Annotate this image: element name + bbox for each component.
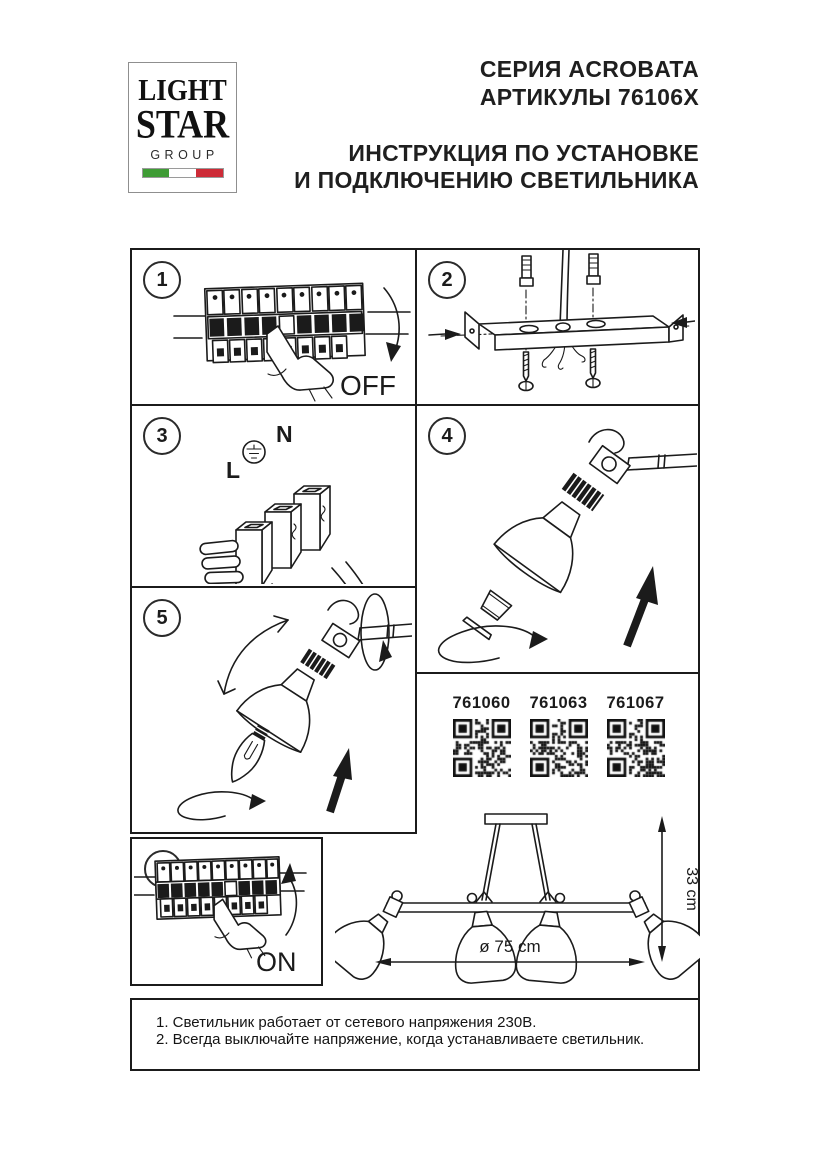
- screw-left: [519, 352, 533, 391]
- qr-code-image: [453, 719, 511, 777]
- chandelier-dimension-drawing: [335, 810, 700, 998]
- mount-loop: [556, 894, 565, 903]
- qr-cell: [443, 694, 520, 782]
- terminal-blocks: [200, 486, 382, 584]
- step-2-panel: [415, 248, 698, 404]
- shade-ring: [479, 590, 512, 621]
- live-label: L: [226, 457, 241, 483]
- on-label: ON: [256, 947, 297, 977]
- pivot-bracket: [590, 446, 630, 484]
- step-1-panel: [130, 248, 415, 404]
- logo-word-group: GROUP: [150, 148, 219, 162]
- hook-loop: [328, 600, 358, 624]
- step-6-panel: [130, 837, 323, 986]
- instruction-title-1: ИНСТРУКЦИЯ ПО УСТАНОВКЕ: [348, 140, 699, 166]
- step-3-number: 3: [143, 417, 181, 455]
- mounting-bracket: [465, 312, 683, 350]
- flag-red-segment: [196, 169, 223, 177]
- breaker-top-modules: [207, 285, 362, 314]
- note-line-1: 1. Светильник работает от сетевого напряжения 230В.: [156, 1014, 537, 1031]
- upward-arrow: [330, 748, 352, 812]
- mount-loop: [468, 894, 477, 903]
- cross-bar: [387, 903, 645, 912]
- qr-code-image: [607, 719, 665, 777]
- shade-assembly-illustration: [417, 406, 697, 670]
- flag-green-segment: [143, 169, 170, 177]
- qr-cell: [520, 694, 597, 782]
- ceiling-wires: [542, 250, 585, 369]
- breaker-on-illustration: [134, 843, 319, 983]
- tilt-double-arrow: [218, 616, 288, 694]
- suspension-rods: [476, 824, 556, 902]
- step-5-panel: [130, 586, 415, 832]
- bracket-mounting-illustration: [421, 250, 695, 402]
- italian-flag-bar: [143, 169, 223, 177]
- article-code-label: 761063: [529, 694, 588, 712]
- wire-ends: [200, 540, 244, 584]
- earth-symbol-icon: [243, 441, 265, 463]
- article-code-label: 761060: [452, 694, 511, 712]
- step-4-panel: [415, 404, 698, 672]
- upward-arrow: [627, 566, 658, 646]
- instruction-title-2: И ПОДКЛЮЧЕНИЮ СВЕТИЛЬНИКА: [294, 167, 699, 193]
- step-1-number: 1: [143, 261, 181, 299]
- candle-bulb: [223, 722, 274, 788]
- lightstar-logo: [128, 62, 237, 193]
- terminal-wiring-illustration: [136, 406, 412, 584]
- series-title: СЕРИЯ ACROBATA: [479, 56, 699, 82]
- width-dimension: [375, 937, 645, 966]
- chandelier-diagram: [335, 810, 700, 998]
- wall-anchor-left: [520, 256, 533, 286]
- height-dimension-label: 33 cm: [683, 867, 700, 911]
- neutral-label: N: [276, 421, 293, 447]
- logo-word-light: LIGHT: [138, 73, 227, 107]
- breaker-off-illustration: [172, 264, 412, 402]
- step-2-number: 2: [428, 261, 466, 299]
- logo-word-star: STAR: [135, 101, 230, 147]
- qr-cell: [597, 694, 674, 782]
- step-3-panel: [130, 404, 415, 586]
- rotation-ellipse-arrow: [178, 792, 266, 820]
- lamp-arm: [627, 454, 697, 470]
- rotation-ellipse-arrow: [439, 626, 548, 662]
- lamp-arm: [358, 624, 412, 640]
- qr-codes-panel: [417, 674, 698, 815]
- screw-right: [586, 349, 600, 388]
- wall-anchor-right: [587, 254, 600, 284]
- pivot-bracket: [322, 623, 360, 657]
- qr-code-image: [530, 719, 588, 777]
- article-code-label: 761067: [606, 694, 665, 712]
- articles-title: АРТИКУЛЫ 76106X: [479, 84, 699, 110]
- note-line-2: 2. Всегда выключайте напряжение, когда устанавливаете светильник.: [156, 1031, 645, 1048]
- rotate-down-arrow: [384, 288, 401, 362]
- flag-white-segment: [169, 169, 196, 177]
- bulb-install-illustration: [132, 586, 412, 830]
- step-5-number: 5: [143, 599, 181, 637]
- off-label: OFF: [340, 370, 396, 401]
- ceiling-plate: [485, 814, 547, 824]
- notes-box: [130, 998, 700, 1071]
- width-dimension-label: ø 75 cm: [479, 937, 541, 956]
- step-4-number: 4: [428, 417, 466, 455]
